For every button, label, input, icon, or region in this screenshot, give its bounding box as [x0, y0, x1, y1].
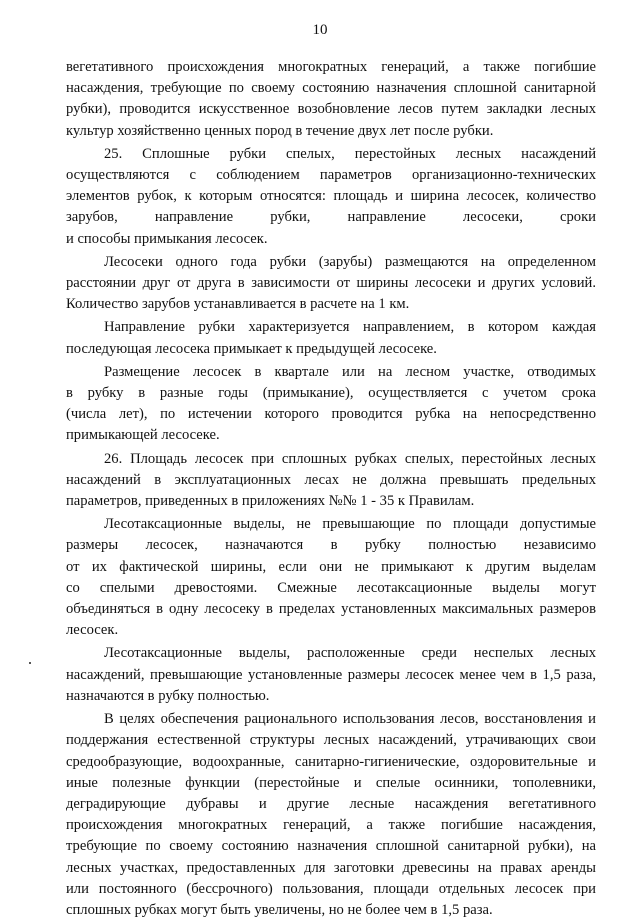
text-line: расстоянии друг от друга в зависимости от ширины лесосеки и других условий.: [66, 275, 596, 292]
text-line: Количество зарубов устанавливается в расчете на 1 км.: [66, 296, 410, 313]
text-line: лесных участках, предоставленных для заготовки древесины на правах аренды: [66, 859, 596, 876]
text-line: размеры лесосек, назначаются в рубку полностью независимо: [66, 537, 596, 554]
text-line: иные полезные функции (перестойные и спелые осинники, тополевники,: [66, 774, 596, 791]
text-line: сплошных рубках могут быть увеличены, но не более чем в 1,5 раза.: [66, 901, 493, 918]
paragraph: [66, 362, 596, 447]
paragraph: [66, 709, 596, 921]
text-line: вегетативного происхождения многократных генераций, а также погибшие: [66, 59, 596, 75]
text-line: элементов рубок, к которым относятся: площадь и ширина лесосек, количество: [66, 188, 596, 205]
text-line: в рубку в разные годы (примыкание), осуществляется с учетом срока: [66, 385, 596, 402]
text-line: от их фактической ширины, если они не примыкают к другим выделам: [66, 558, 596, 575]
text-line: объединяться в одну лесосеку в пределах установленных максимальных размеров: [66, 601, 596, 618]
scan-speck: [29, 662, 31, 664]
text-line: или постоянного (бессрочного) пользования, площади отдельных лесосек при: [66, 880, 596, 897]
paragraph: [66, 252, 596, 316]
text-line: осуществляются с соблюдением параметров организационно-технических: [66, 167, 596, 184]
text-line: насаждений, превышающие установленные размеры лесосек менее чем в 1,5 раза,: [66, 666, 596, 683]
paragraph: [66, 317, 596, 359]
text-line: поддержания естественной структуры лесных насаждений, утрачивающих свои: [66, 732, 596, 749]
text-line: 26. Площадь лесосек при сплошных рубках спелых, перестойных лесных: [104, 450, 596, 467]
text-line: Лесосеки одного года рубки (зарубы) размещаются на определенном: [104, 253, 596, 270]
text-line: насаждения, требующие по своему состоянию назначения сплошной санитарной: [66, 80, 596, 97]
text-line: происхождения многократных генераций, а также погибшие насаждения,: [66, 817, 596, 834]
paragraph: [66, 449, 596, 513]
text-line: лесосек.: [66, 622, 119, 639]
text-line: (числа лет), по истечении которого проводится рубка на непосредственно: [66, 406, 596, 423]
text-line: средообразующие, водоохранные, санитарно-гигиенические, оздоровительные и: [66, 753, 596, 770]
text-line: Размещение лесосек в квартале или на лесном участке, отводимых: [104, 363, 596, 380]
paragraph: [66, 643, 596, 707]
text-line: Лесотаксационные выделы, расположенные среди неспелых лесных: [104, 645, 596, 662]
text-line: примыкающей лесосеке.: [66, 427, 220, 444]
text-line: 25. Сплошные рубки спелых, перестойных лесных насаждений: [104, 145, 596, 162]
text-line: требующие по своему состоянию назначения сплошной санитарной рубки), на: [66, 838, 596, 855]
text-line: В целях обеспечения рационального использования лесов, восстановления и: [104, 711, 596, 728]
text-line: последующая лесосека примыкает к предыдущей лесосеке.: [66, 340, 437, 357]
text-line: Лесотаксационные выделы, не превышающие по площади допустимые: [104, 516, 596, 533]
text-line: Направление рубки характеризуется направлением, в котором каждая: [104, 319, 596, 336]
text-line: параметров, приведенных в приложениях №№ 1 - 35 к Правилам.: [66, 493, 475, 510]
text-line: со спелыми древостоями. Смежные лесотаксационные выделы могут: [66, 579, 596, 596]
page-number: 10: [312, 22, 328, 38]
paragraph: [66, 57, 596, 142]
text-line: назначаются в рубку полностью.: [66, 687, 270, 704]
body-text: [66, 57, 596, 923]
text-line: рубки), проводится искусственное возобновление лесов путем закладки лесных: [66, 101, 596, 118]
text-line: насаждений в эксплуатационных лесах не должна превышать предельных: [66, 471, 596, 488]
text-line: зарубов, направление рубки, направление лесосеки, сроки: [66, 209, 596, 226]
paragraph: [66, 514, 596, 641]
paragraph: [66, 144, 596, 250]
text-line: и способы примыкания лесосек.: [66, 230, 268, 247]
text-line: культур хозяйственно ценных пород в течение двух лет после рубки.: [66, 122, 494, 139]
text-line: деградирующие дубравы и другие лесные насаждения вегетативного: [66, 795, 596, 812]
